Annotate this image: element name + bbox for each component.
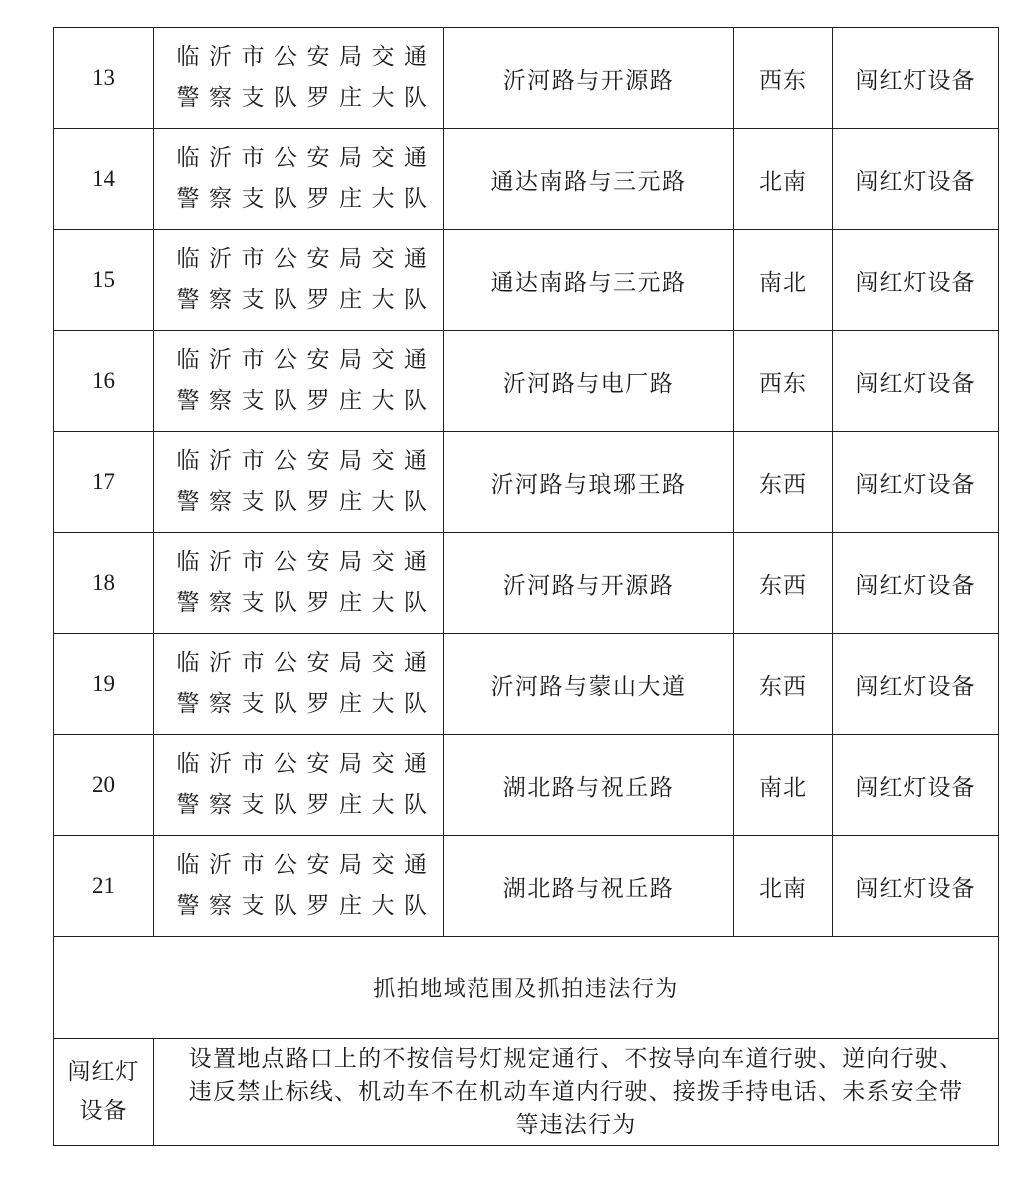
unit-line: 临沂市公安局交通	[176, 145, 437, 171]
unit-cell	[154, 432, 444, 533]
table-row	[54, 634, 999, 735]
section-title: 抓拍地域范围及抓拍违法行为	[54, 937, 999, 1039]
description-text	[154, 1039, 999, 1146]
row-number: 18	[54, 533, 154, 634]
unit-line: 警察支队罗庄大队	[176, 489, 437, 515]
location-cell: 沂河路与电厂路	[444, 331, 734, 432]
unit-line: 临沂市公安局交通	[176, 549, 437, 575]
unit-line: 警察支队罗庄大队	[176, 388, 437, 414]
table-row	[54, 432, 999, 533]
row-number: 19	[54, 634, 154, 735]
table-row	[54, 28, 999, 129]
row-number: 21	[54, 836, 154, 937]
unit-line: 警察支队罗庄大队	[176, 792, 437, 818]
direction-cell: 西东	[734, 331, 833, 432]
unit-line: 临沂市公安局交通	[176, 347, 437, 373]
device-cell: 闯红灯设备	[833, 634, 999, 735]
table-row	[54, 129, 999, 230]
device-cell: 闯红灯设备	[833, 432, 999, 533]
row-number: 14	[54, 129, 154, 230]
device-cell: 闯红灯设备	[833, 28, 999, 129]
unit-cell	[154, 129, 444, 230]
unit-line: 警察支队罗庄大队	[176, 691, 437, 717]
device-cell: 闯红灯设备	[833, 533, 999, 634]
unit-cell	[154, 28, 444, 129]
unit-line: 临沂市公安局交通	[176, 751, 437, 777]
location-cell: 湖北路与祝丘路	[444, 735, 734, 836]
unit-cell	[154, 230, 444, 331]
direction-cell: 东西	[734, 432, 833, 533]
direction-cell: 北南	[734, 836, 833, 937]
unit-line: 临沂市公安局交通	[176, 246, 437, 272]
location-cell: 沂河路与蒙山大道	[444, 634, 734, 735]
device-cell: 闯红灯设备	[833, 331, 999, 432]
description-label-line: 闯红灯	[67, 1059, 140, 1085]
description-label-line: 设备	[79, 1098, 128, 1124]
description-line: 等违法行为	[515, 1111, 637, 1138]
direction-cell: 南北	[734, 230, 833, 331]
unit-line: 警察支队罗庄大队	[176, 287, 437, 313]
direction-cell: 西东	[734, 28, 833, 129]
unit-line: 警察支队罗庄大队	[176, 85, 437, 111]
row-number: 15	[54, 230, 154, 331]
device-cell: 闯红灯设备	[833, 230, 999, 331]
table-row	[54, 331, 999, 432]
unit-cell	[154, 533, 444, 634]
unit-line: 临沂市公安局交通	[176, 448, 437, 474]
unit-line: 警察支队罗庄大队	[176, 590, 437, 616]
unit-line: 临沂市公安局交通	[176, 44, 437, 70]
row-number: 16	[54, 331, 154, 432]
location-cell: 沂河路与开源路	[444, 533, 734, 634]
row-number: 17	[54, 432, 154, 533]
table-row	[54, 735, 999, 836]
device-table	[53, 27, 999, 1146]
unit-line: 临沂市公安局交通	[176, 650, 437, 676]
section-header-row	[54, 937, 999, 1039]
table-row	[54, 533, 999, 634]
device-cell: 闯红灯设备	[833, 836, 999, 937]
description-line: 设置地点路口上的不按信号灯规定通行、不按导向车道行驶、逆向行驶、	[188, 1045, 964, 1072]
device-cell: 闯红灯设备	[833, 129, 999, 230]
unit-line: 警察支队罗庄大队	[176, 186, 437, 212]
unit-cell	[154, 836, 444, 937]
unit-cell	[154, 634, 444, 735]
row-number: 13	[54, 28, 154, 129]
location-cell: 湖北路与祝丘路	[444, 836, 734, 937]
direction-cell: 北南	[734, 129, 833, 230]
direction-cell: 南北	[734, 735, 833, 836]
location-cell: 沂河路与琅琊王路	[444, 432, 734, 533]
description-row	[54, 1039, 999, 1146]
unit-line: 临沂市公安局交通	[176, 852, 437, 878]
direction-cell: 东西	[734, 634, 833, 735]
unit-line: 警察支队罗庄大队	[176, 893, 437, 919]
unit-cell	[154, 735, 444, 836]
table-row	[54, 230, 999, 331]
row-number: 20	[54, 735, 154, 836]
location-cell: 沂河路与开源路	[444, 28, 734, 129]
device-cell: 闯红灯设备	[833, 735, 999, 836]
table-row	[54, 836, 999, 937]
direction-cell: 东西	[734, 533, 833, 634]
location-cell: 通达南路与三元路	[444, 129, 734, 230]
description-label	[54, 1039, 154, 1146]
description-line: 违反禁止标线、机动车不在机动车道内行驶、接拨手持电话、未系安全带	[188, 1078, 964, 1105]
unit-cell	[154, 331, 444, 432]
location-cell: 通达南路与三元路	[444, 230, 734, 331]
